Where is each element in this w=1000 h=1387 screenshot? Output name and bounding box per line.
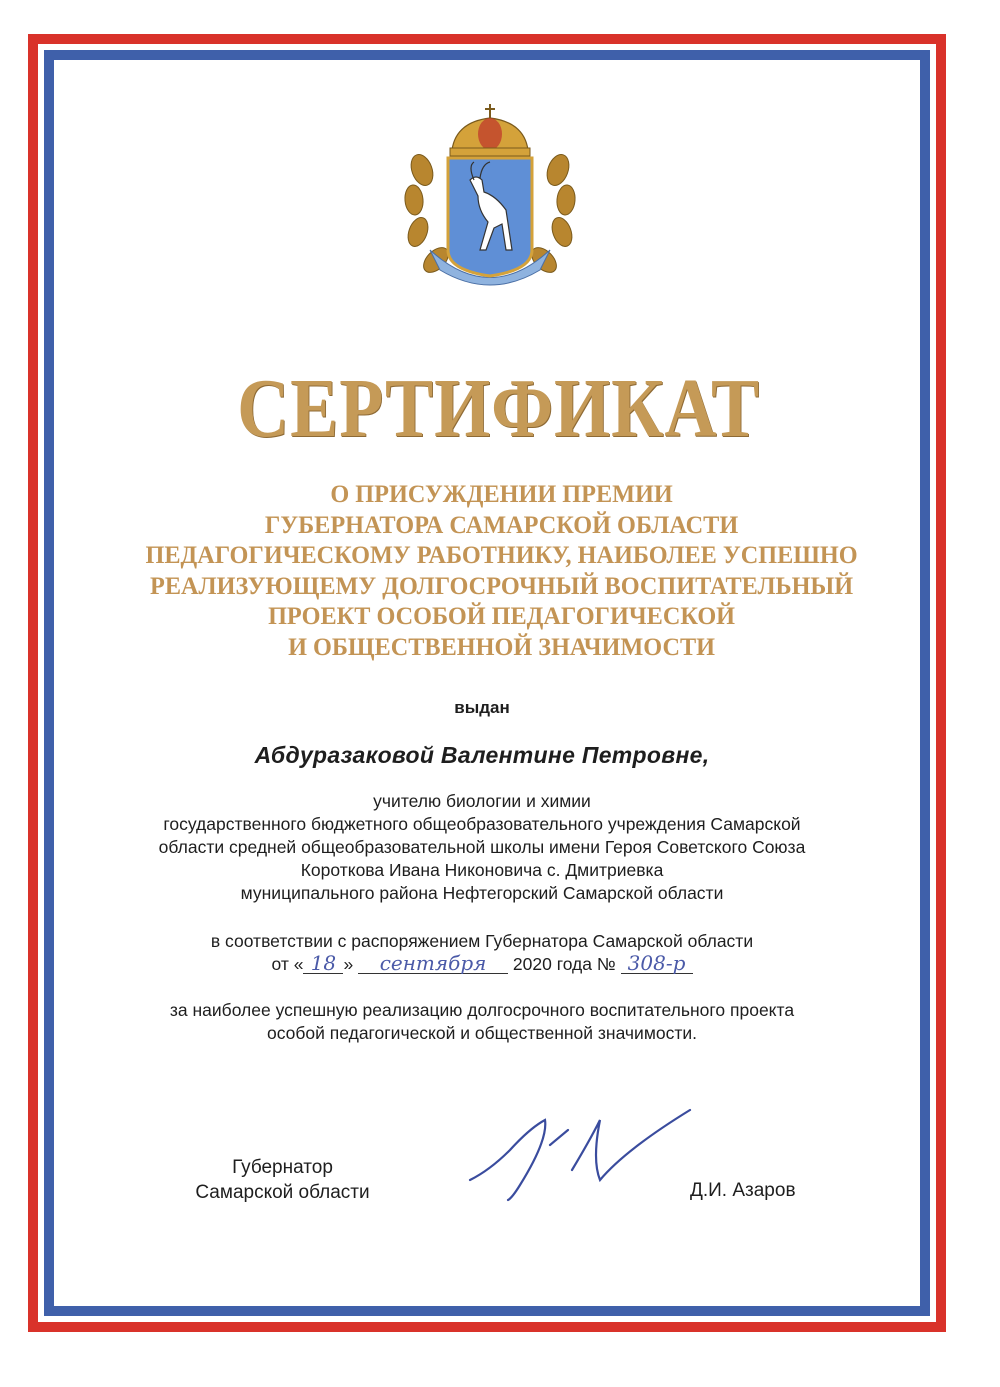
recipient-name: Абдуразаковой Валентине Петровне,: [254, 742, 710, 768]
samara-coat-of-arms-icon: [400, 100, 580, 300]
signatory-title: [170, 1155, 395, 1205]
date-prefix: от «: [271, 954, 304, 974]
signatory-title-line: Губернатор: [232, 1157, 333, 1178]
issued-label: выдан: [454, 698, 510, 717]
order-line: в соответствии с распоряжением Губернатора Самарской области: [210, 931, 754, 951]
date-year: 2020 года №: [512, 954, 616, 974]
recipient-position: [0, 790, 964, 905]
signatory-name: Д.И. Азаров: [690, 1180, 796, 1201]
certificate-subtitle: [0, 480, 1000, 663]
subtitle-line: ГУБЕРНАТОРА САМАРСКОЙ ОБЛАСТИ: [264, 511, 739, 539]
subtitle-line: И ОБЩЕСТВЕННОЙ ЗНАЧИМОСТИ: [288, 633, 716, 661]
certificate-title: СЕРТИФИКАТ: [237, 362, 761, 455]
position-line: муниципального района Нефтегорский Самарской области: [240, 883, 724, 903]
subtitle-line: ПЕДАГОГИЧЕСКОМУ РАБОТНИКУ, НАИБОЛЕЕ УСПЕШНО: [145, 542, 858, 569]
subtitle-line: ПРОЕКТ ОСОБОЙ ПЕДАГОГИЧЕСКОЙ: [268, 603, 736, 630]
order-date-line: [0, 953, 964, 976]
signatory-title-line: Самарской области: [195, 1182, 370, 1203]
reason-line: за наиболее успешную реализацию долгосрочного воспитательного проекта: [169, 1000, 795, 1020]
date-day: 18: [303, 953, 343, 974]
subtitle-line: РЕАЛИЗУЮЩЕМУ ДОЛГОСРОЧНЫЙ ВОСПИТАТЕЛЬНЫЙ: [150, 572, 854, 600]
date-quote-close: »: [343, 954, 354, 974]
position-line: государственного бюджетного общеобразовательного учреждения Самарской: [163, 814, 801, 834]
position-line: Короткова Ивана Никоновича с. Дмитриевка: [300, 860, 664, 880]
position-line: области средней общеобразовательной школы имени Героя Советского Союза: [158, 837, 806, 857]
crown: [450, 104, 530, 156]
signature-handwritten: [450, 1100, 710, 1210]
order-reference: [0, 930, 964, 976]
date-month: сентября: [358, 953, 508, 974]
award-reason: [0, 999, 964, 1045]
reason-line: особой педагогической и общественной значимости.: [266, 1023, 697, 1043]
position-line: учителю биологии и химии: [373, 791, 591, 811]
order-number: 308-р: [621, 953, 693, 974]
subtitle-line: О ПРИСУЖДЕНИИ ПРЕМИИ: [330, 481, 673, 508]
